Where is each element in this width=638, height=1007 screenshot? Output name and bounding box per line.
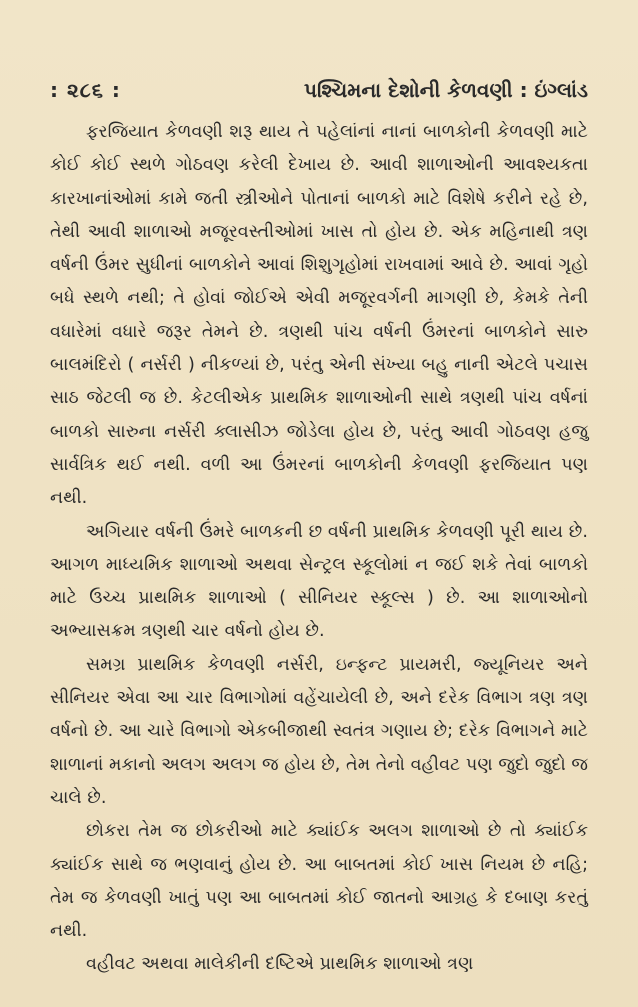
body-text [50,116,588,982]
paragraph-2: અગિયાર વર્ષની ઉંમરે બાળકની છ વર્ષની પ્રાથમિક કેળવણી પૂરી થાય છે. આગળ માધ્યમિક શાળાઓ અથવા સેન્ટ્રલ સ્કૂલોમાં ન જઈ શકે તેવાં બાળકો માટે ઉચ્ચ પ્રાથમિક શાળાઓ ( સીનિયર સ્કૂલ્સ ) છે. આ શાળાઓનો અભ્યાસક્રમ ત્રણથી ચાર વર્ષનો હોય છે. [50,521,588,642]
paragraph-4: છોકરા તેમ જ છોકરીઓ માટે ક્યાંઈક અલગ શાળાઓ છે તો ક્યાંઈક ક્યાંઈક સાથે જ ભણવાનું હોય છે. આ બાબતમાં કોઈ ખાસ નિયમ છે નહિ; તેમ જ કેળવણી ખાતું પણ આ બાબતમાં કોઈ જાતનો આગ્રહ કે દબાણ કરતું નથી. [50,821,588,942]
running-title: પશ્ચિમના દેશોની કેળવણી : ઇંગ્લાંડ [303,78,588,102]
page-number: : ૨૮૬ : [50,78,121,102]
paragraph-3: સમગ્ર પ્રાથમિક કેળવણી નર્સરી, ઇન્ફન્ટ પ્રાયમરી, જ્યૂનિયર અને સીનિયર એવા આ ચાર વિભાગોમાં વહેંચાયેલી છે, અને દરેક વિભાગ ત્રણ ત્રણ વર્ષનો છે. આ ચારે વિભાગો એકબીજાથી સ્વતંત્ર ગણાય છે; દરેક વિભાગને માટે શાળાનાં મકાનો અલગ અલગ જ હોય છે, તેમ તેનો વહીવટ પણ જુદો જુદો જ ચાલે છે. [50,654,588,808]
paragraph-5: વહીવટ અથવા માલેકીની દષ્ટિએ પ્રાથમિક શાળાઓ ત્રણ [86,954,474,975]
page-header [50,78,588,102]
paragraph-1: ફરજિયાત કેળવણી શરૂ થાય તે પહેલાંનાં નાનાં બાળકોની કેળવણી માટે કોઈ કોઈ સ્થળે ગોઠવણ કરેલી દેખાય છે. આવી શાળાઓની આવશ્યકતા કારખાનાંઓમાં કામે જતી સ્ત્રીઓને પોતાનાં બાળકો માટે વિશેષે કરીને રહે છે, તેથી આવી શાળાઓ મજૂરવસ્તીઓમાં ખાસ તો હોય છે. એક મહિનાથી ત્રણ વર્ષની ઉંમર સુધીનાં બાળકોને આવાં શિશુગૃહોમાં રાખવામાં આવે છે. આવાં ગૃહો બધે સ્થળે નથી; તે હોવાં જોઈએ એવી મજૂરવર્ગની માગણી છે, કેમકે તેની વધારેમાં વધારે જરૂર તેમને છે. ત્રણથી પાંચ વર્ષની ઉંમરનાં બાળકોને સારુ બાલમંદિરો ( નર્સરી ) નીકળ્યાં છે, પરંતુ એની સંખ્યા બહુ નાની એટલે પચાસ સાઠ જેટલી જ છે. કેટલીએક પ્રાથમિક શાળાઓની સાથે ત્રણથી પાંચ વર્ષનાં બાળકો સારુના નર્સરી ક્લાસીઝ જોડેલા હોય છે, પરંતુ આવી ગોઠવણ હજુ સાર્વત્રિક થઈ નથી. વળી આ ઉંમરનાં બાળકોની કેળવણી ફરજિયાત પણ નથી. [50,122,588,509]
